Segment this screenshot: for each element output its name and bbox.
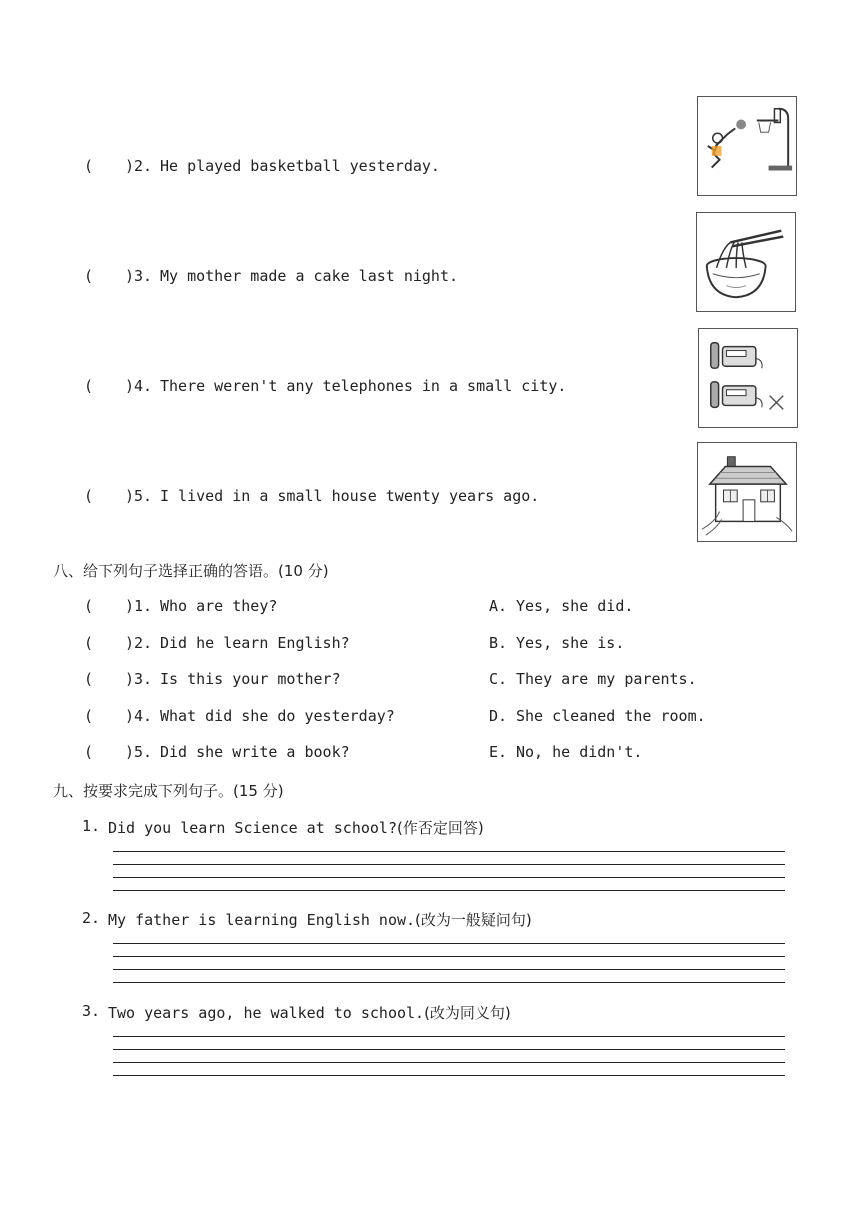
answer-blank-open: ( xyxy=(84,743,94,761)
answer-text: No, he didn't. xyxy=(516,743,643,761)
section8-heading: 八、给下列句子选择正确的答语。(10 分) xyxy=(53,562,329,580)
item-sentence: My mother made a cake last night. xyxy=(160,267,459,285)
task-number: 3. xyxy=(82,1002,101,1020)
answer-blank-open: ( xyxy=(84,267,94,285)
task-instruction: (作否定回答) xyxy=(396,819,484,837)
item-number: )2. xyxy=(125,157,153,175)
answer-text: She cleaned the room. xyxy=(516,707,706,725)
question-text: Did she write a book? xyxy=(160,743,350,761)
noodle-bowl-icon xyxy=(697,213,795,311)
item-number: )3. xyxy=(125,267,153,285)
telephones-picture xyxy=(698,328,798,428)
answer-line[interactable] xyxy=(113,969,785,970)
answer-line[interactable] xyxy=(113,1075,785,1076)
section9-heading: 九、按要求完成下列句子。(15 分) xyxy=(53,782,284,800)
small-house-picture xyxy=(697,442,797,542)
task-text: Two years ago, he walked to school. xyxy=(108,1004,425,1022)
answer-letter: E. xyxy=(489,743,508,761)
item-sentence: There weren't any telephones in a small city. xyxy=(160,377,567,395)
answer-blank-open: ( xyxy=(84,487,94,505)
answer-letter: A. xyxy=(489,597,508,615)
question-text: Who are they? xyxy=(160,597,278,615)
item-sentence: He played basketball yesterday. xyxy=(160,157,440,175)
basketball-icon xyxy=(698,97,796,195)
answer-blank-open: ( xyxy=(84,634,94,652)
telephone-icon xyxy=(699,329,797,427)
question-text: Did he learn English? xyxy=(160,634,350,652)
question-number: )1. xyxy=(125,597,153,615)
answer-letter: C. xyxy=(489,670,508,688)
answer-blank-open: ( xyxy=(84,377,94,395)
question-number: )3. xyxy=(125,670,153,688)
answer-text: Yes, she did. xyxy=(516,597,634,615)
question-number: )2. xyxy=(125,634,153,652)
answer-text: Yes, she is. xyxy=(516,634,625,652)
answer-line[interactable] xyxy=(113,890,785,891)
answer-blank-open: ( xyxy=(84,157,94,175)
question-number: )4. xyxy=(125,707,153,725)
question-number: )5. xyxy=(125,743,153,761)
task-text: Did you learn Science at school? xyxy=(108,819,397,837)
answer-line[interactable] xyxy=(113,982,785,983)
answer-line[interactable] xyxy=(113,943,785,944)
item-number: )4. xyxy=(125,377,153,395)
answer-blank-open: ( xyxy=(84,707,94,725)
task-instruction: (改为同义句) xyxy=(424,1004,511,1022)
answer-text: They are my parents. xyxy=(516,670,697,688)
item-number: )5. xyxy=(125,487,153,505)
answer-letter: B. xyxy=(489,634,508,652)
answer-line[interactable] xyxy=(113,1036,785,1037)
house-icon xyxy=(698,443,796,541)
question-text: What did she do yesterday? xyxy=(160,707,395,725)
noodle-bowl-picture xyxy=(696,212,796,312)
answer-line[interactable] xyxy=(113,851,785,852)
task-number: 1. xyxy=(82,817,101,835)
answer-line[interactable] xyxy=(113,877,785,878)
task-sentence xyxy=(108,817,484,838)
answer-letter: D. xyxy=(489,707,508,725)
task-sentence xyxy=(108,1002,511,1023)
task-instruction: (改为一般疑问句) xyxy=(415,911,532,929)
answer-line[interactable] xyxy=(113,864,785,865)
basketball-player-picture xyxy=(697,96,797,196)
answer-line[interactable] xyxy=(113,1062,785,1063)
task-text: My father is learning English now. xyxy=(108,911,416,929)
answer-blank-open: ( xyxy=(84,670,94,688)
answer-blank-open: ( xyxy=(84,597,94,615)
task-number: 2. xyxy=(82,909,101,927)
task-sentence xyxy=(108,909,532,930)
item-sentence: I lived in a small house twenty years ago. xyxy=(160,487,540,505)
answer-line[interactable] xyxy=(113,1049,785,1050)
answer-line[interactable] xyxy=(113,956,785,957)
question-text: Is this your mother? xyxy=(160,670,341,688)
